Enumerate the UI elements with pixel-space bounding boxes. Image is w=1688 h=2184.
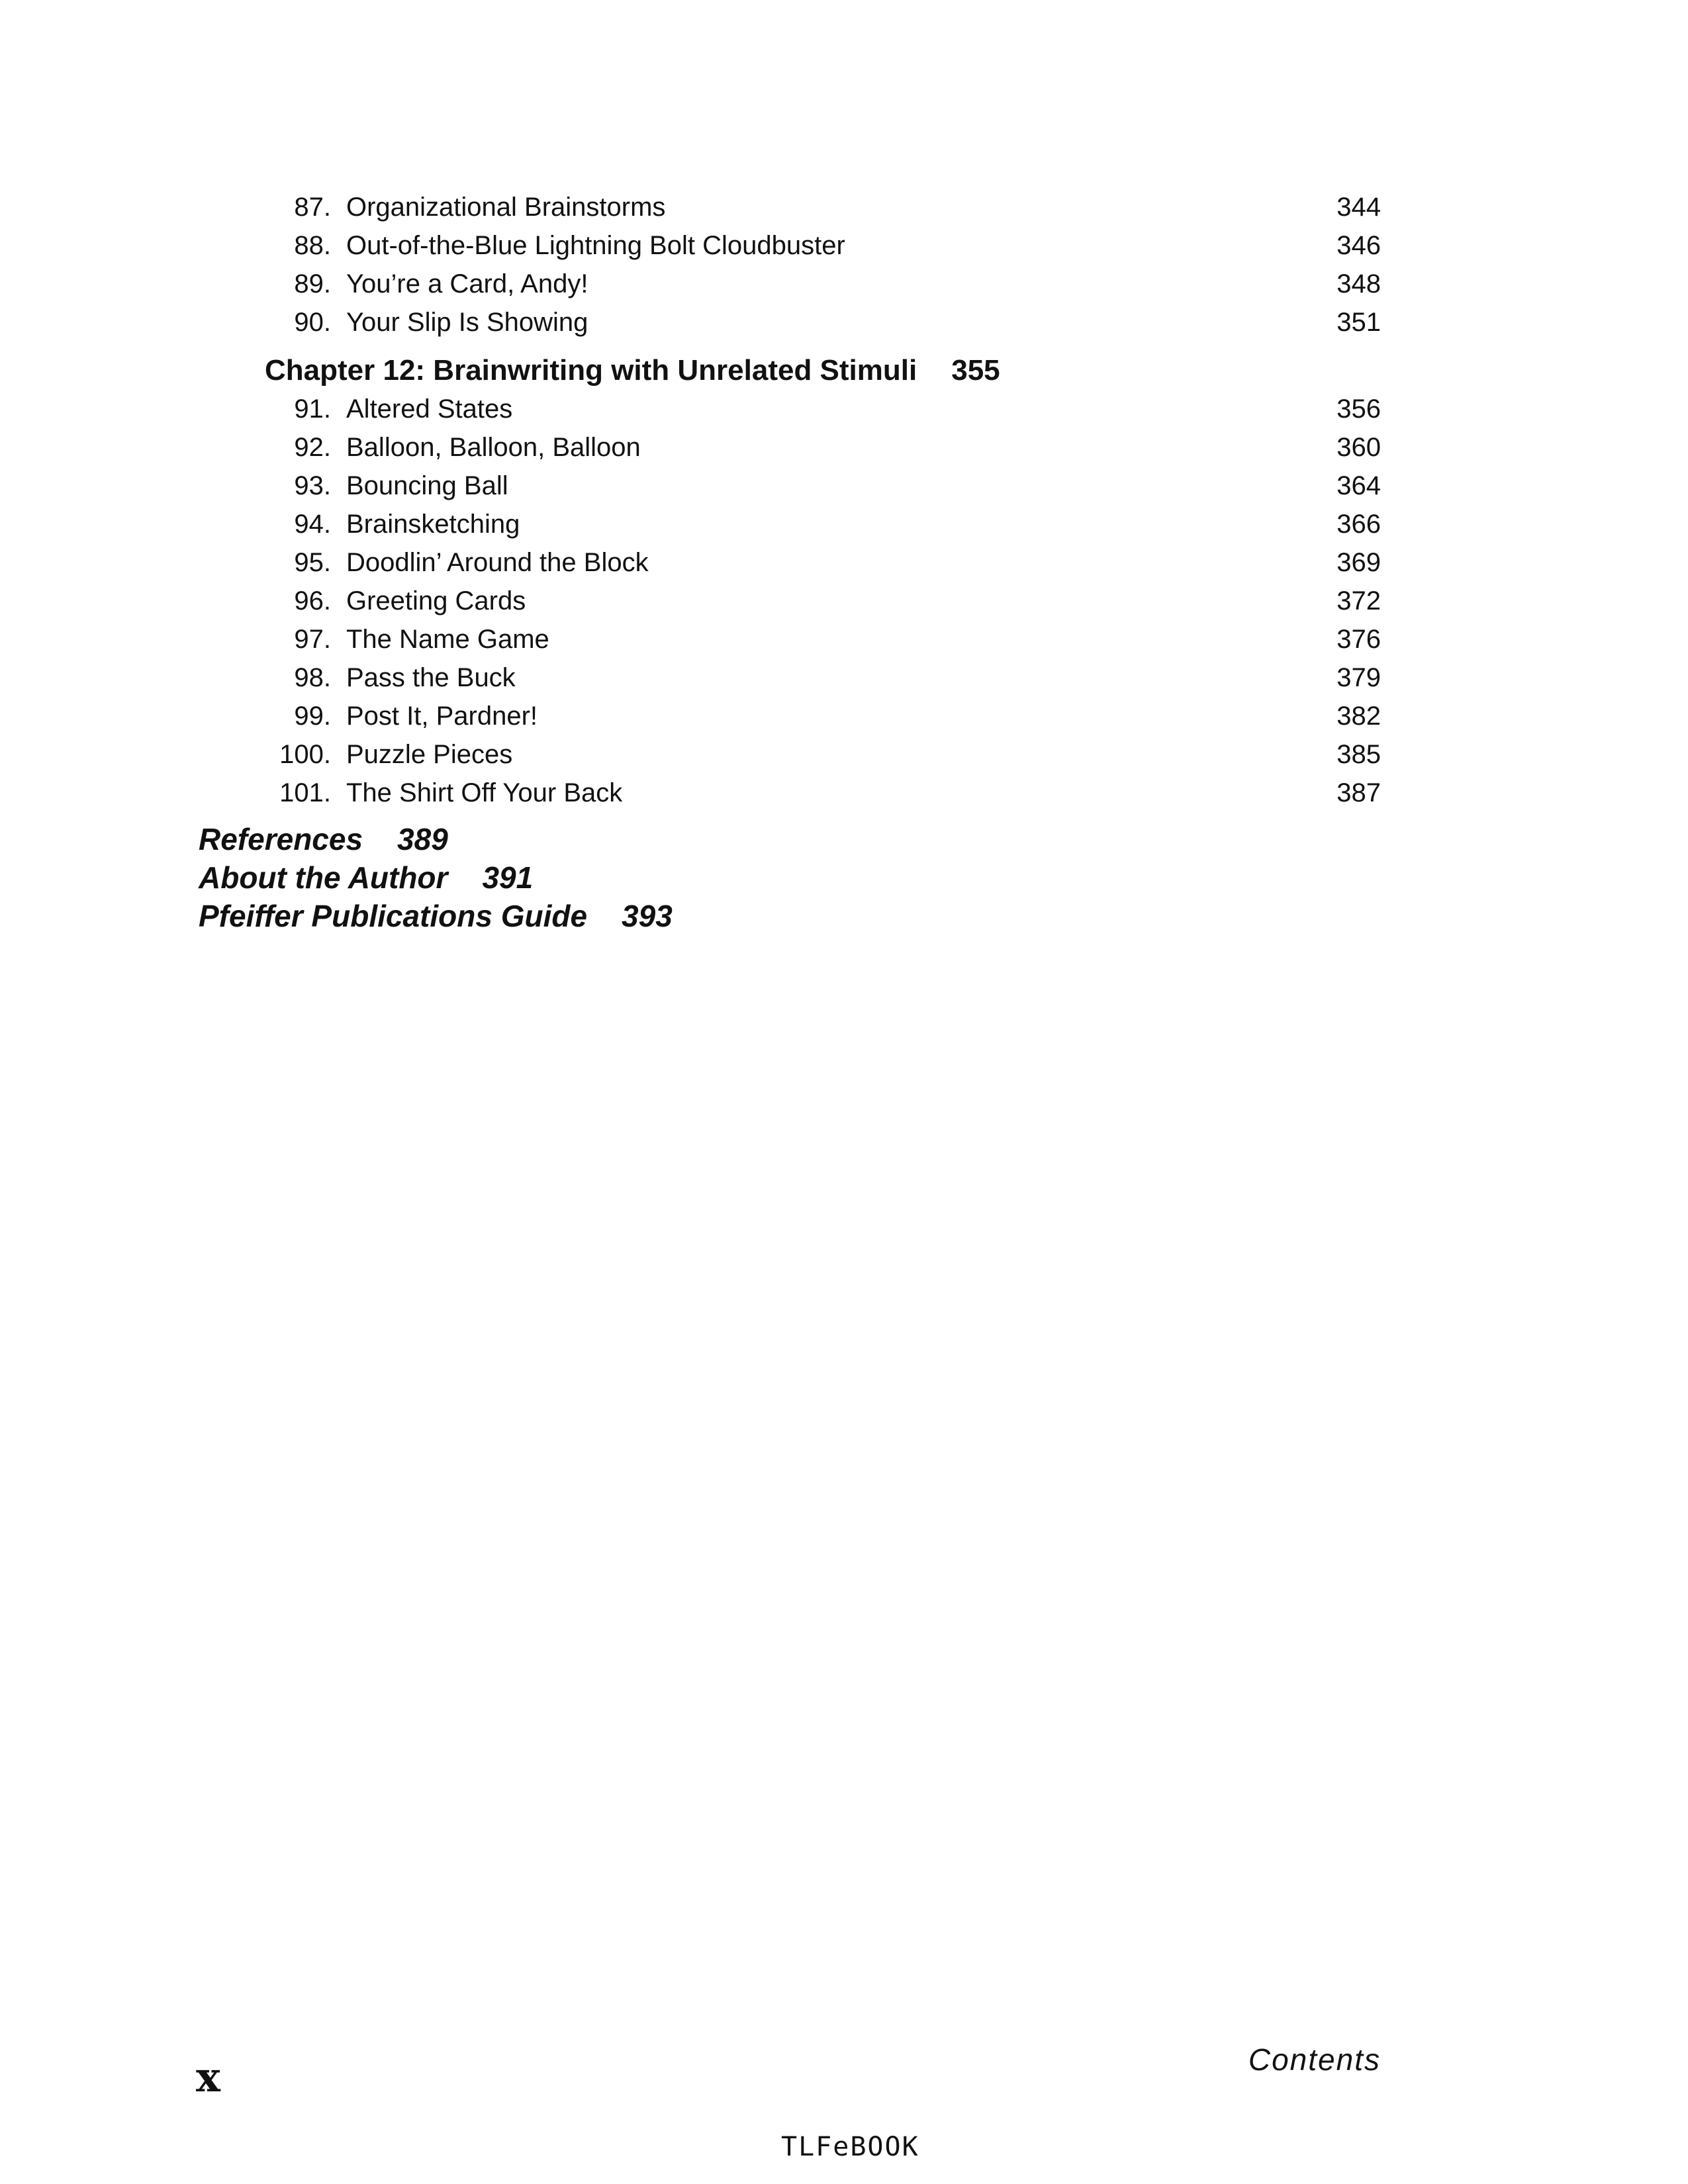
entry-page: 351	[1336, 308, 1381, 337]
entry-number: 92.	[294, 433, 331, 462]
toc-entry-90[interactable]	[0, 302, 1688, 342]
entry-page: 344	[1336, 193, 1381, 222]
back-matter-publications-guide[interactable]	[199, 895, 673, 937]
entry-title: Brainsketching	[346, 510, 520, 539]
entry-title: Organizational Brainstorms	[346, 193, 666, 222]
toc-entry-97[interactable]	[0, 619, 1688, 659]
entry-title: You’re a Card, Andy!	[346, 269, 588, 298]
back-matter-references[interactable]	[199, 818, 448, 860]
back-matter-about-the-author[interactable]	[199, 856, 533, 899]
toc-entry-89[interactable]	[0, 264, 1688, 304]
entry-page: 348	[1336, 269, 1381, 298]
back-matter-title: About the Author	[199, 860, 448, 895]
entry-title: Greeting Cards	[346, 586, 526, 615]
entry-page: 376	[1336, 625, 1381, 654]
entry-number: 98.	[294, 663, 331, 692]
toc-entry-88[interactable]	[0, 226, 1688, 265]
entry-page: 382	[1336, 702, 1381, 731]
entry-title: Post It, Pardner!	[346, 702, 538, 731]
toc-entry-100[interactable]	[0, 735, 1688, 774]
entry-title: The Shirt Off Your Back	[346, 778, 623, 807]
page-folio: x	[196, 2053, 220, 2101]
entry-title: Pass the Buck	[346, 663, 516, 692]
entry-title: Doodlin’ Around the Block	[346, 548, 649, 577]
entry-number: 99.	[294, 702, 331, 731]
entry-page: 366	[1336, 510, 1381, 539]
toc-entry-91[interactable]	[0, 389, 1688, 429]
entry-title: Altered States	[346, 394, 513, 424]
toc-entry-87[interactable]	[0, 187, 1688, 227]
toc-entry-94[interactable]	[0, 504, 1688, 544]
watermark-text: TLFeBOOK	[781, 2132, 919, 2162]
entry-title: Balloon, Balloon, Balloon	[346, 433, 641, 462]
toc-entry-92[interactable]	[0, 428, 1688, 467]
entry-number: 97.	[294, 625, 331, 654]
entry-page: 387	[1336, 778, 1381, 807]
entry-page: 364	[1336, 471, 1381, 500]
back-matter-page: 393	[622, 899, 673, 933]
toc-entry-101[interactable]	[0, 773, 1688, 813]
entry-title: Bouncing Ball	[346, 471, 508, 500]
entry-title: Out-of-the-Blue Lightning Bolt Cloudbuster	[346, 231, 845, 260]
entry-page: 360	[1336, 433, 1381, 462]
chapter-title: Chapter 12: Brainwriting with Unrelated Stimuli	[265, 354, 917, 387]
toc-entry-95[interactable]	[0, 543, 1688, 582]
back-matter-page: 389	[397, 822, 448, 856]
entry-page: 385	[1336, 740, 1381, 769]
entry-number: 101.	[279, 778, 331, 807]
toc-entry-99[interactable]	[0, 696, 1688, 736]
entry-page: 369	[1336, 548, 1381, 577]
entry-title: Puzzle Pieces	[346, 740, 513, 769]
chapter-page: 355	[951, 354, 1000, 387]
entry-page: 379	[1336, 663, 1381, 692]
running-head: Contents	[1248, 2042, 1381, 2077]
entry-page: 372	[1336, 586, 1381, 615]
entry-title: Your Slip Is Showing	[346, 308, 588, 337]
entry-number: 96.	[294, 586, 331, 615]
toc-entry-93[interactable]	[0, 466, 1688, 506]
entry-number: 100.	[279, 740, 331, 769]
entry-number: 87.	[294, 193, 331, 222]
back-matter-page: 391	[482, 860, 534, 895]
entry-number: 94.	[294, 510, 331, 539]
entry-number: 90.	[294, 308, 331, 337]
back-matter-title: Pfeiffer Publications Guide	[199, 899, 588, 933]
entry-number: 89.	[294, 269, 331, 298]
entry-page: 356	[1336, 394, 1381, 424]
toc-entry-98[interactable]	[0, 658, 1688, 698]
toc-entry-96[interactable]	[0, 581, 1688, 621]
entry-number: 88.	[294, 231, 331, 260]
chapter-12-heading[interactable]	[265, 349, 1000, 392]
entry-title: The Name Game	[346, 625, 549, 654]
entry-number: 95.	[294, 548, 331, 577]
back-matter-title: References	[199, 822, 363, 856]
entry-number: 93.	[294, 471, 331, 500]
entry-page: 346	[1336, 231, 1381, 260]
entry-number: 91.	[294, 394, 331, 424]
